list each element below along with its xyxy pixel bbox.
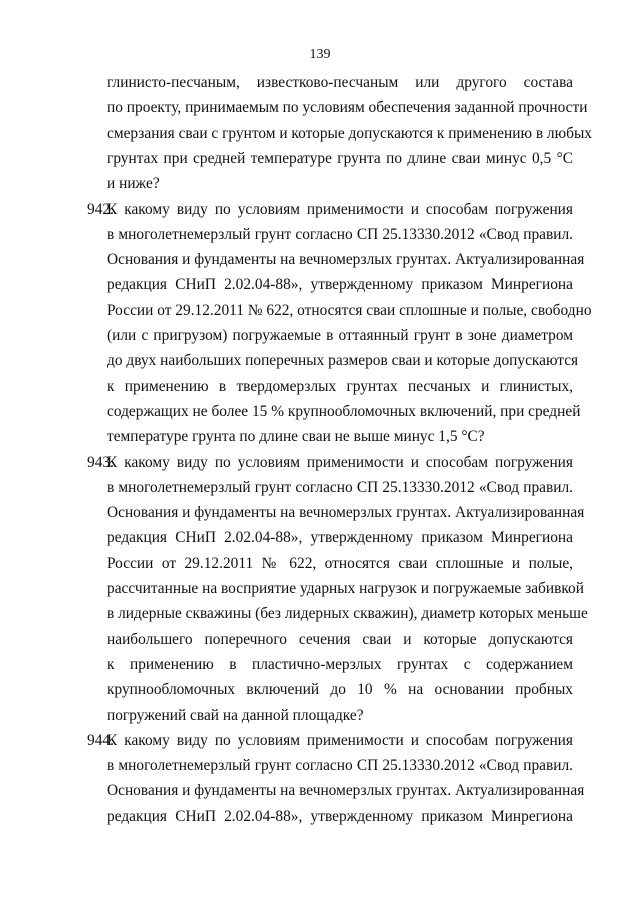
text-line: наибольшего поперечного сечения сваи и которые допускаются <box>107 630 573 648</box>
text-line: глинисто-песчаным, известково-песчаным или другого состава <box>107 74 573 91</box>
text-line: содержащих не более 15 % крупнообломочных включений, при средней <box>107 402 581 420</box>
page-number: 139 <box>309 47 331 62</box>
text-line: (или с пригрузом) погружаемые в оттаянный грунт в зоне диаметром <box>107 327 573 344</box>
text-line: к применению в пластично-мерзлых грунтах с содержанием <box>107 655 573 673</box>
text-line: К какому виду по условиям применимости и способам погружения <box>107 200 573 218</box>
text-line: К какому виду по условиям применимости и способам погружения <box>107 453 573 471</box>
text-line: грунтах при средней температуре грунта по длине сваи минус 0,5 °С <box>107 149 573 167</box>
question-number: 943. <box>87 453 114 471</box>
text-line: в многолетнемерзлый грунт согласно СП 25.13330.2012 «Свод правил. <box>107 225 573 243</box>
text-line: К какому виду по условиям применимости и способам погружения <box>107 731 573 749</box>
text-line: температуре грунта по длине сваи не выше минус 1,5 °С? <box>107 428 485 446</box>
text-line: в лидерные скважины (без лидерных скважин), диаметр которых меньше <box>107 605 588 623</box>
text-line: до двух наибольших поперечных размеров сваи и которые допускаются <box>107 352 579 370</box>
text-line: редакция СНиП 2.02.04-88», утвержденному приказом Минрегиона <box>107 807 573 825</box>
text-line: и ниже? <box>107 175 160 193</box>
question-number: 944. <box>87 731 114 749</box>
text-line: в многолетнемерзлый грунт согласно СП 25.13330.2012 «Свод правил. <box>107 757 573 775</box>
text-line: крупнообломочных включений до 10 % на основании пробных <box>107 681 573 699</box>
text-line: по проекту, принимаемым по условиям обеспечения заданной прочности <box>107 99 588 117</box>
text-line: Основания и фундаменты на вечномерзлых грунтах. Актуализированная <box>107 504 585 522</box>
text-line: смерзания сваи с грунтом и которые допускаются к применению в любых <box>107 124 592 142</box>
text-line: России от 29.12.2011 № 622, относятся сваи сплошные и полые, <box>107 554 573 572</box>
text-line: погружений свай на данной площадке? <box>107 706 364 724</box>
text-line: России от 29.12.2011 № 622, относятся сваи сплошные и полые, свободно <box>107 301 592 319</box>
question-number: 942. <box>87 200 114 218</box>
text-line: в многолетнемерзлый грунт согласно СП 25.13330.2012 «Свод правил. <box>107 478 573 496</box>
text-line: редакция СНиП 2.02.04-88», утвержденному приказом Минрегиона <box>107 529 573 547</box>
text-line: рассчитанные на восприятие ударных нагрузок и погружаемые забивкой <box>107 580 584 597</box>
text-line: к применению в твердомерзлых грунтах песчаных и глинистых, <box>107 377 573 395</box>
text-line: Основания и фундаменты на вечномерзлых грунтах. Актуализированная <box>107 782 585 800</box>
text-line: Основания и фундаменты на вечномерзлых грунтах. Актуализированная <box>107 251 585 269</box>
text-line: редакция СНиП 2.02.04-88», утвержденному приказом Минрегиона <box>107 276 573 294</box>
